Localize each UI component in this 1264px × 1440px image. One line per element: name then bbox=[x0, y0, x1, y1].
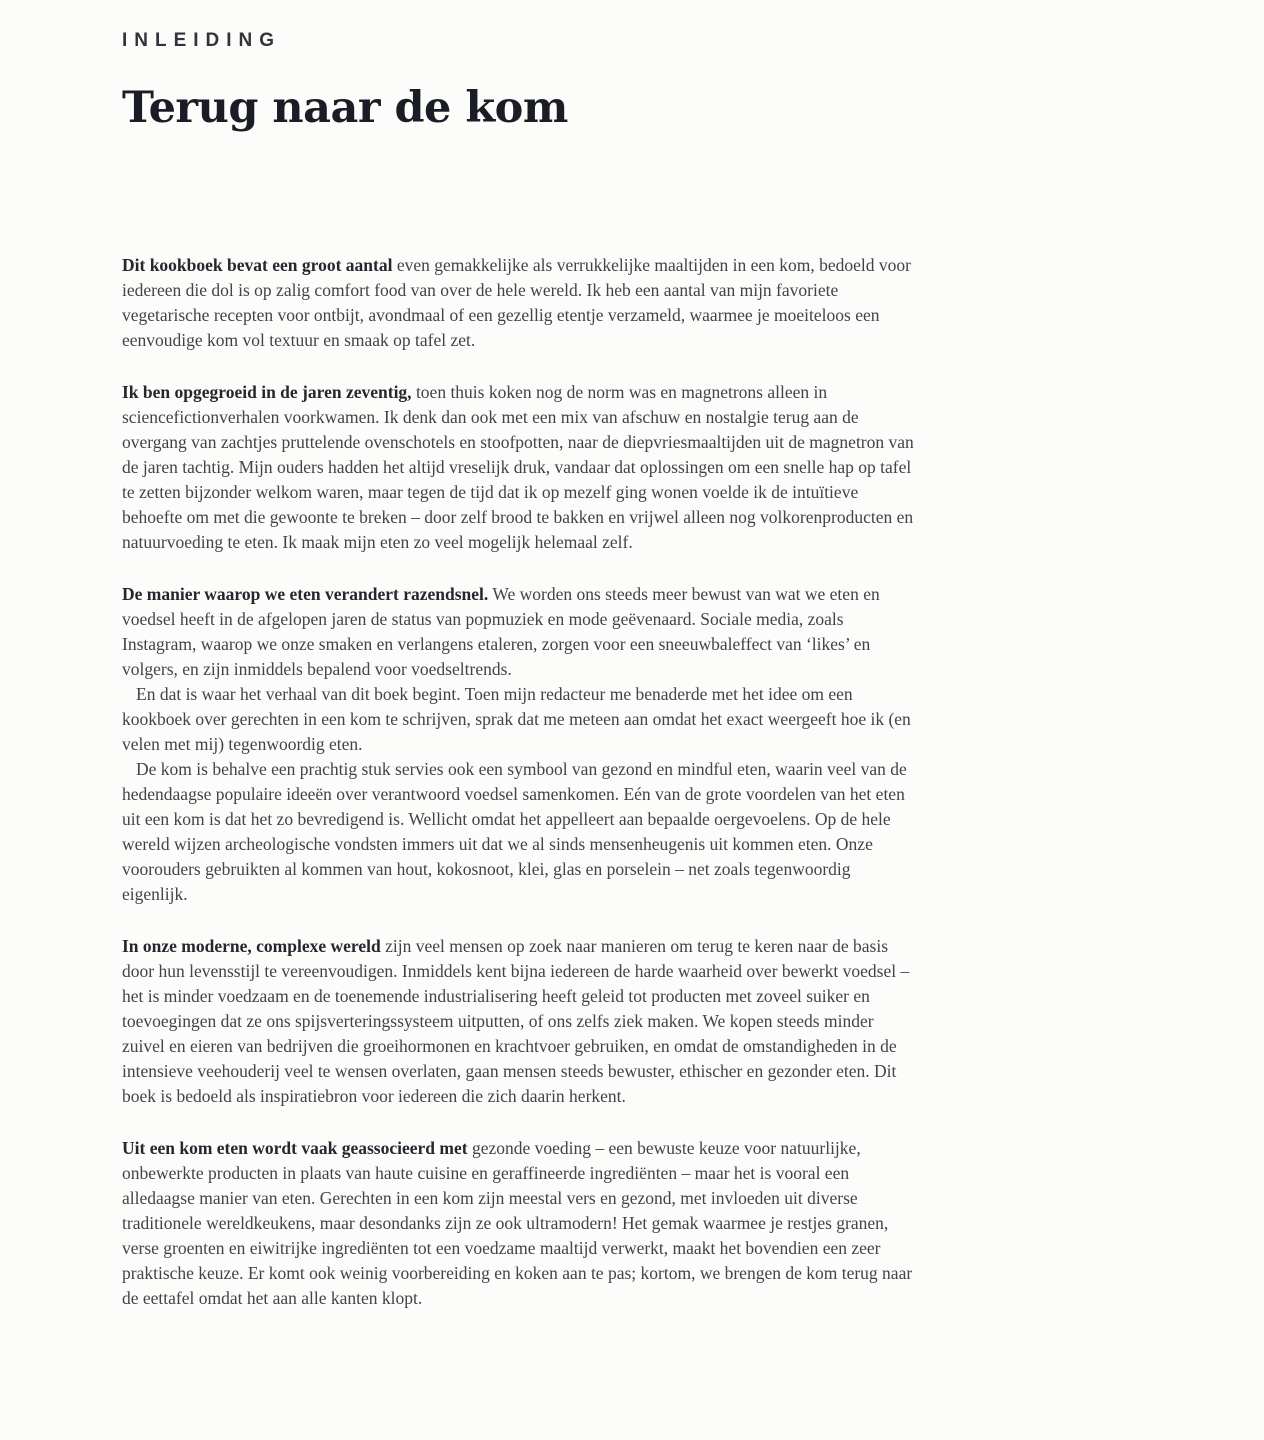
paragraph-bowl-symbol bbox=[122, 757, 918, 907]
page-header bbox=[122, 30, 1264, 131]
section-kicker: INLEIDING bbox=[122, 30, 282, 51]
paragraph-healthy-eating bbox=[122, 1136, 918, 1311]
paragraph-lead: Uit een kom eten wordt vaak geassocieerd met bbox=[122, 1138, 468, 1159]
paragraph-book-origin bbox=[122, 682, 918, 757]
paragraph-text: We worden ons steeds meer bewust van wat we eten en voedsel heeft in de afgelopen jaren de status van popmuziek en mode geëvenaard. Sociale media, zoals Instagram, waarop we onze smaken en verlangens etaleren, zorgen voor een sneeuwbaleffect van ‘likes’ en volgers, en zijn inmiddels bepalend voor voedseltrends. bbox=[122, 584, 880, 680]
paragraph-text: gezonde voeding – een bewuste keuze voor natuurlijke, onbewerkte producten in plaats van haute cuisine en geraffineerde ingrediënten – maar het is vooral een alledaagse manier van eten. Gerechten in een kom zijn meestal vers en gezond, met invloeden uit diverse traditionele wereldkeukens, maar desondanks zijn ze ook ultramodern! Het gemak waarmee je restjes granen, verse groenten en eiwitrijke ingrediënten tot een voedzame maaltijd verwerkt, maakt het bovendien een zeer praktische keuze. Er komt ook weinig voorbereiding en koken aan te pas; kortom, we brengen de kom terug naar de eettafel omdat het aan alle kanten klopt. bbox=[122, 1138, 913, 1309]
paragraph-text: even gemakkelijke als verrukkelijke maaltijden in een kom, bedoeld voor iedereen die dol is op zalig comfort food van over de hele wereld. Ik heb een aantal van mijn favoriete vegetarische recepten voor ontbijt, avondmaal of een gezellig etentje verzameld, waarmee je moeiteloos een eenvoudige kom vol textuur en smaak op tafel zet. bbox=[122, 255, 911, 351]
body-text bbox=[122, 253, 918, 1311]
paragraph-food-trends bbox=[122, 582, 918, 682]
page-title: Terug naar de kom bbox=[122, 83, 568, 133]
paragraph-text: zijn veel mensen op zoek naar manieren om terug te keren naar de basis door hun levensstijl te vereenvoudigen. Inmiddels kent bijna iedereen de harde waarheid over bewerkt voedsel – het is minder voedzaam en de toenemende industrialisering heeft geleid tot producten met zoveel suiker en toevoegingen dat ze ons spijsverteringssysteem uitputten, of ons zelfs ziek maken. We kopen steeds minder zuivel en eieren van bedrijven die groeihormonen en krachtvoer gebruiken, en omdat de omstandigheden in de intensieve veehouderij veel te wensen overlaten, gaan mensen steeds bewuster, ethischer en gezonder eten. Dit boek is bedoeld als inspiratiebron voor iedereen die zich daarin herkent. bbox=[122, 936, 910, 1107]
paragraph-lead: De manier waarop we eten verandert razendsnel. bbox=[122, 584, 489, 605]
paragraph-lead: Dit kookboek bevat een groot aantal bbox=[122, 255, 393, 276]
paragraph-seventies bbox=[122, 380, 918, 555]
paragraph-modern-world bbox=[122, 934, 918, 1109]
paragraph-text: toen thuis koken nog de norm was en magnetrons alleen in sciencefictionverhalen voorkwamen. Ik denk dan ook met een mix van afschuw en nostalgie terug aan de overgang van zachtjes pruttelende ovenschotels en stoofpotten, naar de diepvriesmaaltijden uit de magnetron van de jaren tachtig. Mijn ouders hadden het altijd vreselijk druk, vandaar dat oplossingen om een snelle hap op tafel te zetten bijzonder welkom waren, maar tegen de tijd dat ik op mezelf ging wonen voelde ik de intuïtieve behoefte om met die gewoonte te breken – door zelf brood te bakken en vrijwel alleen nog volkorenproducten en natuurvoeding te eten. Ik maak mijn eten zo veel mogelijk helemaal zelf. bbox=[122, 382, 914, 553]
paragraph-text: En dat is waar het verhaal van dit boek begint. Toen mijn redacteur me benaderde met het idee om een kookboek over gerechten in een kom te schrijven, sprak dat me meteen aan omdat het exact weergeeft hoe ik (en velen met mij) tegenwoordig eten. bbox=[122, 684, 911, 755]
paragraph-lead: Ik ben opgegroeid in de jaren zeventig, bbox=[122, 382, 412, 403]
paragraph-lead: In onze moderne, complexe wereld bbox=[122, 936, 381, 957]
paragraph-intro bbox=[122, 253, 918, 353]
paragraph-text: De kom is behalve een prachtig stuk servies ook een symbool van gezond en mindful eten, waarin veel van de hedendaagse populaire ideeën over verantwoord voedsel samenkomen. Eén van de grote voordelen van het eten uit een kom is dat het zo bevredigend is. Wellicht omdat het appelleert aan bepaalde oergevoelens. Op de hele wereld wijzen archeologische vondsten immers uit dat we al sinds mensenheugenis uit kommen eten. Onze voorouders gebruikten al kommen van hout, kokosnoot, klei, glas en porselein – net zoals tegenwoordig eigenlijk. bbox=[122, 759, 907, 905]
